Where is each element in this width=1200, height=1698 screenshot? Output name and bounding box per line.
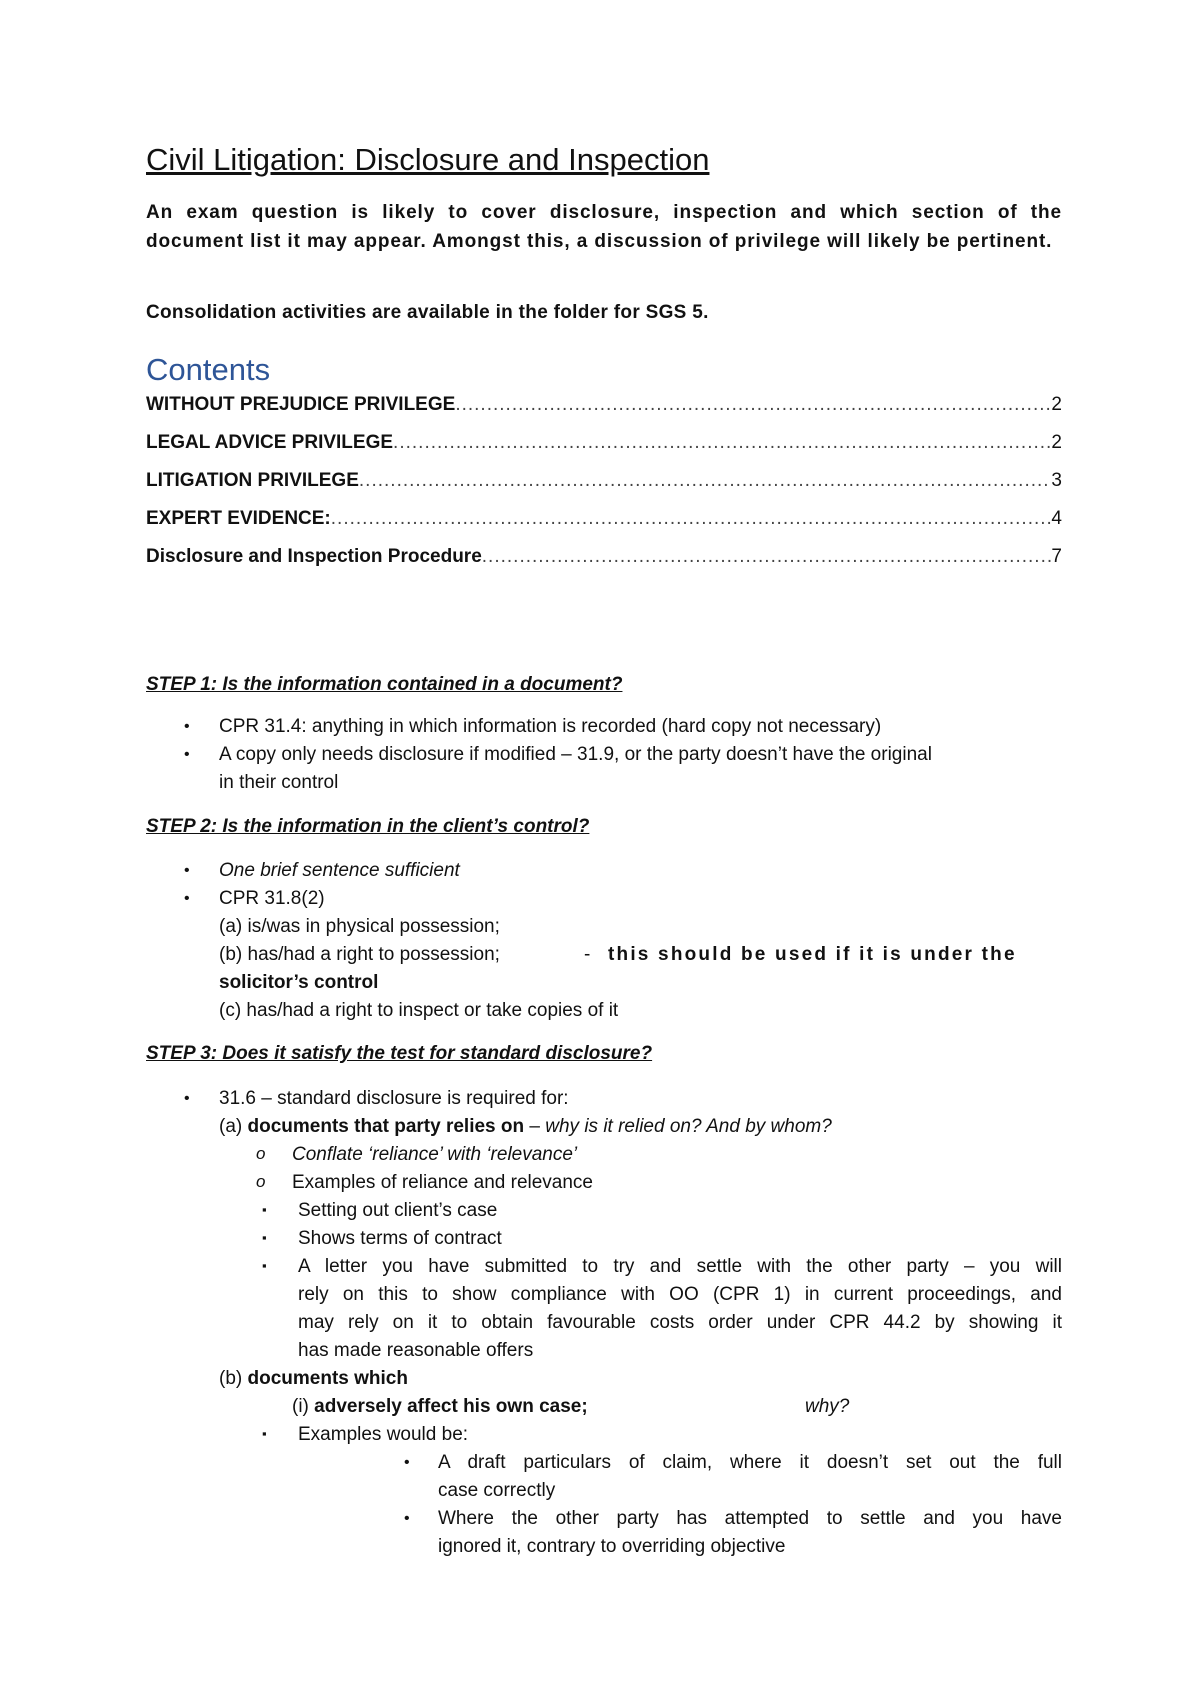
toc-leader-dots <box>331 508 1052 530</box>
step2-heading: STEP 2: Is the information in the client’s control? <box>146 816 590 837</box>
bullet-icon: • <box>184 1090 190 1107</box>
step3-item-a-prefix: (a) <box>219 1116 248 1137</box>
step2-item-b: (b) has/had a right to possession; <box>219 944 500 965</box>
toc-entry-label: Disclosure and Inspection Procedure <box>146 546 482 567</box>
step3-example-1: Setting out client’s case <box>298 1200 498 1221</box>
step3-item-b-bold: documents which <box>247 1368 408 1389</box>
step3-example-2: Shows terms of contract <box>298 1228 502 1249</box>
step3-heading: STEP 3: Does it satisfy the test for standard disclosure? <box>146 1043 653 1064</box>
toc-entry-label: WITHOUT PREJUDICE PRIVILEGE <box>146 394 456 415</box>
step2-item-a: (a) is/was in physical possession; <box>219 916 500 937</box>
toc-entry-page: 4 <box>1051 508 1062 529</box>
toc-entry[interactable] <box>146 470 1062 508</box>
step3-item-a-question: why is it relied on? And by whom? <box>545 1116 832 1137</box>
step3-b-example-2-line-2: ignored it, contrary to overriding objective <box>438 1536 786 1557</box>
document-title: Civil Litigation: Disclosure and Inspection <box>146 142 710 177</box>
toc-leader-dots <box>393 432 1051 454</box>
toc-entry-page: 2 <box>1051 432 1062 453</box>
intro-paragraph: An exam question is likely to cover disclosure, inspection and which section of the document list it may appear. Amongst this, a discussion of privilege will likely be pertinent. <box>146 202 1062 252</box>
toc-entry-page: 3 <box>1051 470 1062 491</box>
step3-item-a-bold: documents that party relies on <box>247 1116 525 1137</box>
step2-item-c: (c) has/had a right to inspect or take copies of it <box>219 1000 619 1021</box>
toc-entry[interactable] <box>146 394 1062 432</box>
toc-entry-label: LITIGATION PRIVILEGE <box>146 470 359 491</box>
step2-item-b-dash: - <box>584 944 591 965</box>
step3-item-b-i <box>292 1396 588 1418</box>
toc-entry[interactable] <box>146 508 1062 546</box>
bullet-icon: ▪ <box>262 1258 267 1273</box>
step3-item-a-dash: – <box>524 1116 546 1137</box>
bullet-icon: • <box>404 1454 410 1471</box>
step3-sub-1: Conflate ‘reliance’ with ‘relevance’ <box>292 1144 578 1165</box>
step3-examples-label: Examples would be: <box>298 1424 469 1445</box>
step1-bullet-2-line-1: A copy only needs disclosure if modified – 31.9, or the party doesn’t have the original <box>219 744 932 765</box>
step1-bullet-1: CPR 31.4: anything in which information is recorded (hard copy not necessary) <box>219 716 882 737</box>
step3-b-example-1-line-1: A draft particulars of claim, where it doesn’t set out the full <box>438 1452 1062 1473</box>
toc-entry-page: 7 <box>1051 546 1062 567</box>
toc-entry[interactable] <box>146 546 1062 584</box>
step3-example-3-line-4: has made reasonable offers <box>298 1340 534 1361</box>
toc-leader-dots <box>455 394 1051 416</box>
bullet-icon: • <box>184 862 190 879</box>
toc-entry-label: EXPERT EVIDENCE: <box>146 508 331 529</box>
bullet-icon: ▪ <box>262 1230 267 1245</box>
step2-item-b-note: this should be used if it is under the <box>608 944 1017 965</box>
bullet-icon: • <box>404 1510 410 1527</box>
bullet-icon: • <box>184 718 190 735</box>
toc-entry-page: 2 <box>1051 394 1062 415</box>
step1-heading: STEP 1: Is the information contained in a document? <box>146 674 623 695</box>
toc-leader-dots <box>482 546 1052 568</box>
step3-item-b-prefix: (b) <box>219 1368 248 1389</box>
step3-b-example-1-line-2: case correctly <box>438 1480 556 1501</box>
step3-item-b-i-bold: adversely affect his own case; <box>314 1396 588 1417</box>
step3-example-3-line-2: rely on this to show compliance with OO (CPR 1) in current proceedings, and <box>298 1284 1062 1305</box>
toc-leader-dots <box>359 470 1052 492</box>
circle-bullet-icon: o <box>256 1144 266 1163</box>
step3-example-3-line-1: A letter you have submitted to try and settle with the other party – you will <box>298 1256 1062 1277</box>
step2-bullet-2: CPR 31.8(2) <box>219 888 325 909</box>
bullet-icon: • <box>184 746 190 763</box>
step3-item-b-i-why: why? <box>805 1396 850 1417</box>
step3-b-example-2-line-1: Where the other party has attempted to settle and you have <box>438 1508 1062 1529</box>
table-of-contents <box>146 394 1062 584</box>
step3-sub-2: Examples of reliance and relevance <box>292 1172 594 1193</box>
step3-example-3-line-3: may rely on it to obtain favourable costs order under CPR 44.2 by showing it <box>298 1312 1062 1333</box>
consolidation-note: Consolidation activities are available in the folder for SGS 5. <box>146 302 709 323</box>
toc-entry[interactable] <box>146 432 1062 470</box>
step1-bullet-2-line-2: in their control <box>219 772 339 793</box>
bullet-icon: ▪ <box>262 1202 267 1217</box>
step2-item-b-note-2: solicitor’s control <box>219 972 379 993</box>
circle-bullet-icon: o <box>256 1172 266 1191</box>
step3-bullet-1: 31.6 – standard disclosure is required for: <box>219 1088 569 1109</box>
step3-item-b-i-prefix: (i) <box>292 1396 315 1417</box>
toc-entry-label: LEGAL ADVICE PRIVILEGE <box>146 432 394 453</box>
step3-item-b <box>219 1368 408 1390</box>
bullet-icon: ▪ <box>262 1426 267 1441</box>
step2-bullet-1: One brief sentence sufficient <box>219 860 460 881</box>
step3-item-a <box>219 1116 832 1138</box>
contents-heading: Contents <box>146 352 271 387</box>
bullet-icon: • <box>184 890 190 907</box>
